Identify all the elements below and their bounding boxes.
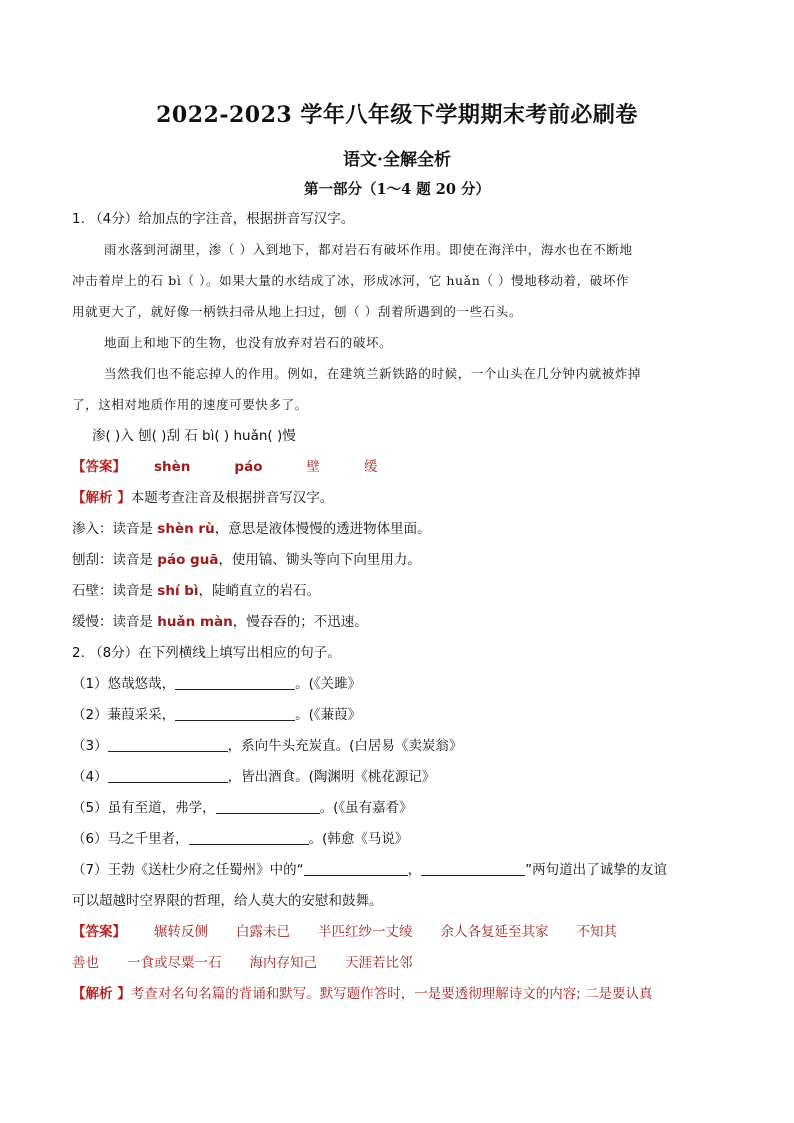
q2-item: （4） ，皆出酒食。(陶渊明《桃花源记》 [72, 769, 436, 785]
q2-item: （7）王勃《送杜少府之任蜀州》中的“ ， ”两句道出了诚挚的友谊 [72, 862, 668, 878]
answer-blank [108, 737, 228, 752]
question-2-stem: 2. （8分）在下列横线上填写出相应的句子。 [72, 645, 341, 661]
answer-label: 【答案】 [72, 459, 126, 475]
q1-fill-items: 渗( )入 刨( )刮 石 bì( ) huǎn( )慢 [92, 428, 296, 444]
q1-passage-line: 当然我们也不能忘掉人的作用。例如，在建筑兰新铁路的时候，一个山头在几分钟内就被炸掉 [104, 366, 642, 381]
q2-analysis: 【解析 】考查对名句名篇的背诵和默写。默写题作答时，一是要透彻理解诗文的内容; 二是要认真 [72, 986, 653, 1002]
answer-blank [421, 861, 525, 876]
q1-analysis: 【解析 】本题考查注音及根据拼音写汉字。 [72, 490, 334, 506]
q1-passage-line: 冲击着岸上的石 bì（ ）。如果大量的水结成了冰，形成冰河，它 huǎn（ ）慢地移动着，破坏作 [72, 273, 630, 288]
q2-item-continued: 可以超越时空界限的哲理，给人莫大的安慰和鼓舞。 [72, 893, 383, 909]
answer-item: 不知其 [576, 924, 617, 940]
q1-passage-line: 用就更大了，就好像一柄铁扫帚从地上扫过，刨（ ）刮着所遇到的一些石头。 [72, 304, 522, 319]
answer-blank [189, 830, 309, 845]
q1-explain-row: 渗入：读音是 shèn rù，意思是液体慢慢的透进物体里面。 [72, 521, 431, 537]
answer-blank [175, 675, 295, 690]
q2-answer-row [72, 922, 617, 942]
answer-item: 壁 [306, 459, 320, 475]
answer-item: 天涯若比邻 [345, 955, 413, 971]
analysis-label: 【解析 】 [72, 986, 131, 1002]
answer-blank [216, 799, 320, 814]
answer-item: 缓 [363, 459, 378, 475]
answer-blank [304, 861, 408, 876]
page-title: 2022-2023 学年八年级下学期期末考前必刷卷 [156, 102, 638, 128]
q2-item: （2）蒹葭采采， 。(《蒹葭》 [72, 707, 362, 723]
answer-item: 白露未已 [236, 924, 290, 940]
answer-item: 半匹红纱一丈绫 [318, 924, 413, 940]
q1-passage-line: 地面上和地下的生物，也没有放弃对岩石的破坏。 [104, 335, 393, 350]
answer-item: 海内存知己 [249, 955, 317, 971]
q2-item: （1）悠哉悠哉， 。(《关雎》 [72, 676, 362, 692]
answer-item: shèn [154, 459, 191, 475]
page-subtitle: 语文·全解全析 [343, 150, 451, 170]
q1-explain-row: 石壁：读音是 shí bì，陡峭直立的岩石。 [72, 583, 321, 599]
q2-item: （5）虽有至道，弗学， 。(《虽有嘉肴》 [72, 800, 413, 816]
answer-item: 一食或尽粟一石 [127, 955, 222, 971]
section-heading: 第一部分（1～4 题 20 分） [304, 181, 490, 198]
answer-blank [175, 706, 295, 721]
answer-item: 善也 [72, 955, 99, 971]
q2-item: （3） ，系向牛头充炭直。(白居易《卖炭翁》 [72, 738, 463, 754]
answer-label: 【答案】 [72, 924, 126, 940]
q2-answer-row [72, 953, 413, 973]
q1-explain-row: 刨刮：读音是 páo guā，使用镐、锄头等向下向里用力。 [72, 552, 421, 568]
q1-explain-row: 缓慢：读音是 huǎn màn，慢吞吞的；不迅速。 [72, 614, 368, 630]
q2-item: （6）马之千里者， 。(韩愈《马说》 [72, 831, 409, 847]
answer-blank [108, 768, 228, 783]
answer-item: 辗转反侧 [154, 924, 208, 940]
answer-item: 余人各复延至其家 [440, 924, 549, 940]
analysis-label: 【解析 】 [72, 490, 131, 506]
answer-item: páo [234, 459, 263, 475]
q1-passage-line: 雨水落到河湖里，渗（ ）入到地下，都对岩石有破坏作用。即使在海洋中，海水也在不断地 [104, 242, 633, 257]
question-1-stem: 1. （4分）给加点的字注音，根据拼音写汉字。 [72, 211, 355, 227]
q1-passage-line: 了，这相对地质作用的速度可要快多了。 [72, 397, 308, 412]
q1-answer-row [72, 457, 377, 477]
